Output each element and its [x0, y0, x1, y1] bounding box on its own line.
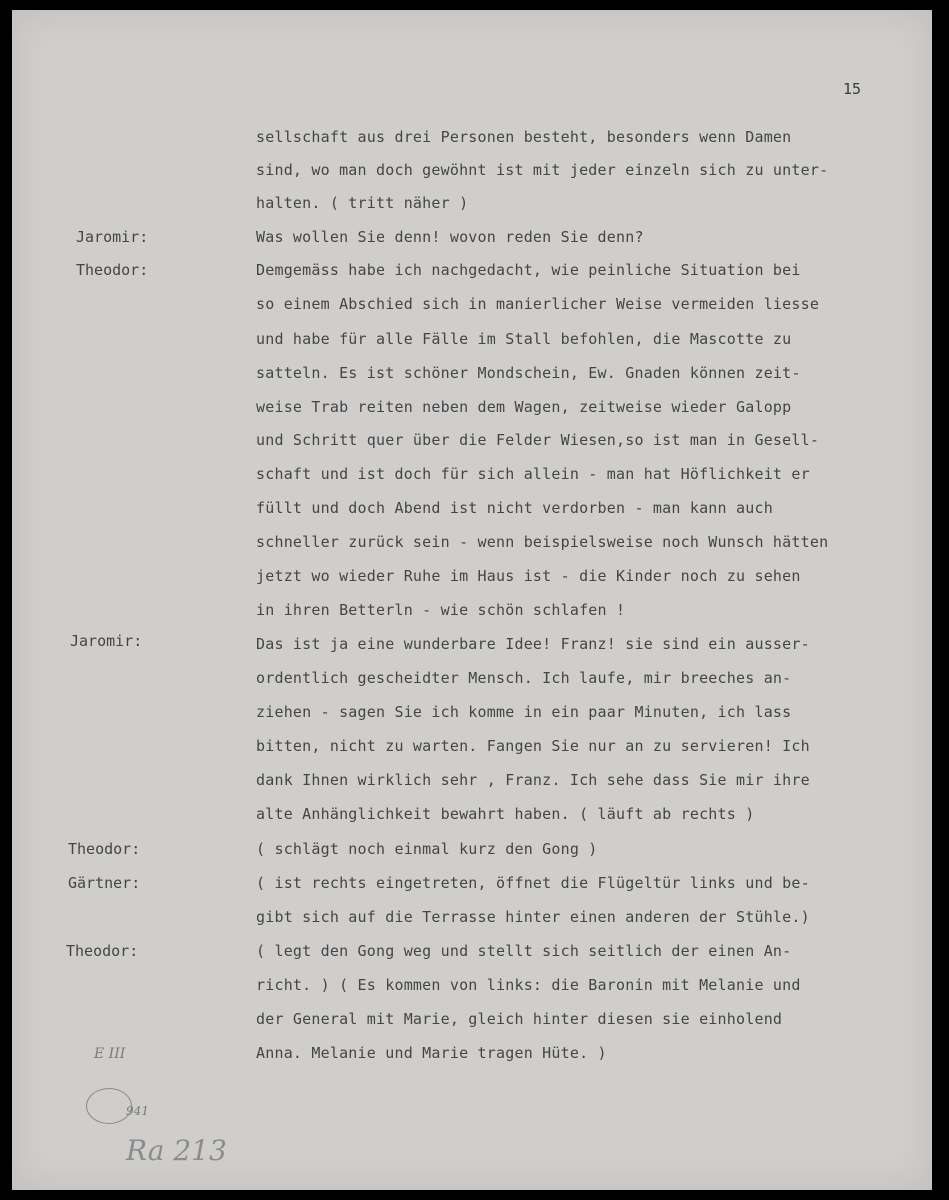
page-number: 15: [843, 80, 862, 98]
text-line: weise Trab reiten neben dem Wagen, zeitweise wieder Galopp: [256, 398, 792, 416]
text-line: dank Ihnen wirklich sehr , Franz. Ich sehe dass Sie mir ihre: [256, 771, 810, 789]
text-line: Was wollen Sie denn! wovon reden Sie denn?: [256, 228, 644, 246]
text-line: und Schritt quer über die Felder Wiesen,so ist man in Gesell-: [256, 431, 820, 449]
text-line: sellschaft aus drei Personen besteht, besonders wenn Damen: [256, 128, 792, 146]
text-line: sind, wo man doch gewöhnt ist mit jeder einzeln sich zu unter-: [256, 161, 829, 179]
text-line: schneller zurück sein - wenn beispielsweise noch Wunsch hätten: [256, 533, 829, 551]
speaker-label: Theodor:: [66, 942, 139, 960]
text-line: Anna. Melanie und Marie tragen Hüte. ): [256, 1044, 607, 1062]
text-line: in ihren Betterln - wie schön schlafen !: [256, 601, 626, 619]
speaker-label: Theodor:: [68, 840, 141, 858]
text-line: ordentlich gescheidter Mensch. Ich laufe, mir breeches an-: [256, 669, 792, 687]
text-line: Demgemäss habe ich nachgedacht, wie peinliche Situation bei: [256, 261, 801, 279]
speaker-label: Jaromir:: [70, 632, 143, 650]
text-line: bitten, nicht zu warten. Fangen Sie nur an zu servieren! Ich: [256, 737, 810, 755]
text-line: richt. ) ( Es kommen von links: die Baronin mit Melanie und: [256, 976, 801, 994]
archive-mark: E III: [94, 1046, 126, 1062]
text-line: so einem Abschied sich in manierlicher Weise vermeiden liesse: [256, 295, 820, 313]
text-line: und habe für alle Fälle im Stall befohlen, die Mascotte zu: [256, 330, 792, 348]
text-line: halten. ( tritt näher ): [256, 194, 469, 212]
text-line: der General mit Marie, gleich hinter diesen sie einholend: [256, 1010, 783, 1028]
text-line: alte Anhänglichkeit bewahrt haben. ( läuft ab rechts ): [256, 805, 755, 823]
text-line: gibt sich auf die Terrasse hinter einen anderen der Stühle.): [256, 908, 810, 926]
text-line: ( schlägt noch einmal kurz den Gong ): [256, 840, 598, 858]
text-line: jetzt wo wieder Ruhe im Haus ist - die Kinder noch zu sehen: [256, 567, 801, 585]
speaker-label: Gärtner:: [68, 874, 141, 892]
text-line: satteln. Es ist schöner Mondschein, Ew. Gnaden können zeit-: [256, 364, 801, 382]
text-line: ( legt den Gong weg und stellt sich seitlich der einen An-: [256, 942, 792, 960]
archive-signature-mark: Ra 213: [126, 1134, 227, 1167]
text-line: Das ist ja eine wunderbare Idee! Franz! sie sind ein ausser-: [256, 635, 810, 653]
archive-mark: 941: [126, 1104, 149, 1118]
text-line: ( ist rechts eingetreten, öffnet die Flügeltür links und be-: [256, 874, 810, 892]
text-line: füllt und doch Abend ist nicht verdorben - man kann auch: [256, 499, 773, 517]
speaker-label: Jaromir:: [76, 228, 149, 246]
speaker-label: Theodor:: [76, 261, 149, 279]
text-line: ziehen - sagen Sie ich komme in ein paar Minuten, ich lass: [256, 703, 792, 721]
text-line: schaft und ist doch für sich allein - man hat Höflichkeit er: [256, 465, 810, 483]
